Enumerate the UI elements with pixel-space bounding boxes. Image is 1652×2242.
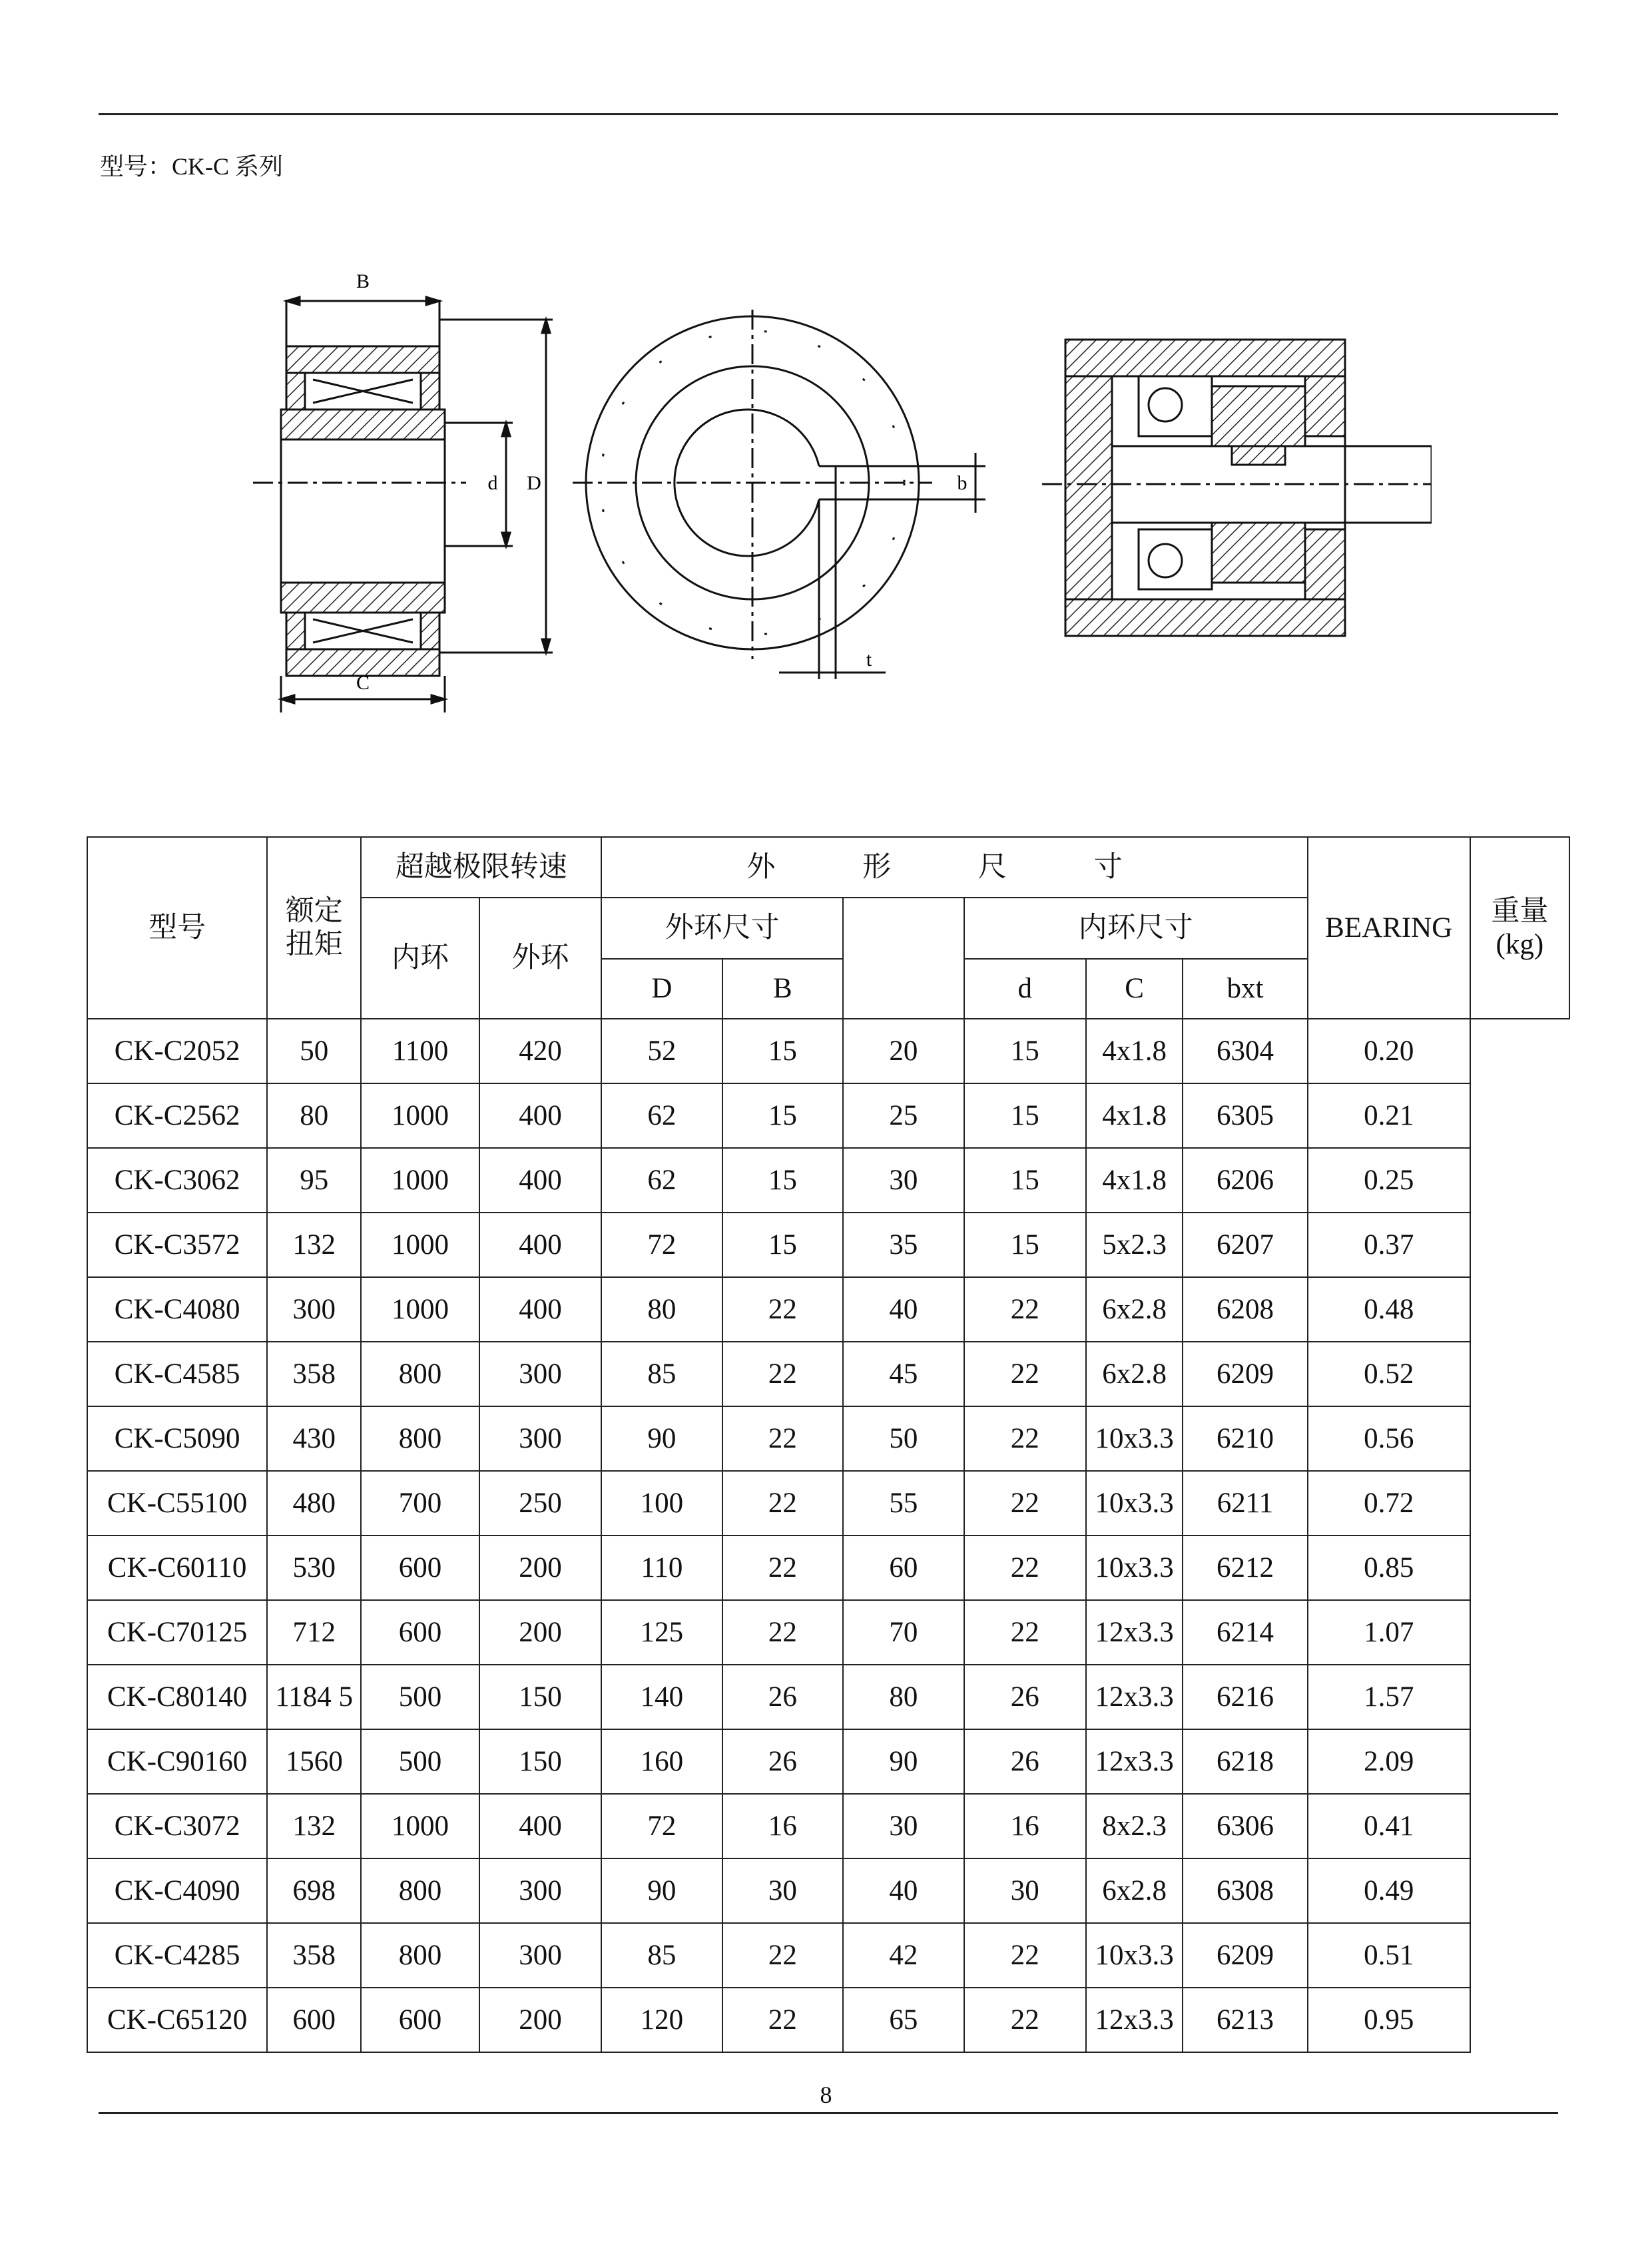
- cell-bxt: 4x1.8: [1086, 1148, 1183, 1213]
- cell-weight: 0.51: [1308, 1923, 1470, 1988]
- cell-d: 50: [843, 1406, 964, 1471]
- cell-outer: 400: [479, 1794, 601, 1858]
- cell-weight: 0.48: [1308, 1277, 1470, 1342]
- spec-table: [87, 836, 1570, 2053]
- cell-D: 72: [601, 1794, 722, 1858]
- cell-outer: 300: [479, 1858, 601, 1923]
- cell-B: 15: [722, 1019, 843, 1083]
- cell-B: 22: [722, 1923, 843, 1988]
- cell-D: 52: [601, 1019, 722, 1083]
- cell-weight: 0.37: [1308, 1213, 1470, 1277]
- cell-model: CK-C2052: [87, 1019, 267, 1083]
- cell-bearing: 6210: [1183, 1406, 1308, 1471]
- cell-C: 15: [964, 1083, 1086, 1148]
- cell-outer: 400: [479, 1213, 601, 1277]
- cell-D: 90: [601, 1406, 722, 1471]
- cell-torque: 50: [267, 1019, 361, 1083]
- table-row: [87, 1858, 1569, 1923]
- cell-weight: 1.57: [1308, 1665, 1470, 1729]
- cell-weight: 0.95: [1308, 1988, 1470, 2052]
- footer-rule: [99, 2112, 1558, 2114]
- table-row: [87, 1600, 1569, 1665]
- cell-outer: 150: [479, 1729, 601, 1794]
- cell-weight: 0.85: [1308, 1536, 1470, 1600]
- cell-C: 16: [964, 1794, 1086, 1858]
- cell-D: 140: [601, 1665, 722, 1729]
- cell-bxt: 4x1.8: [1086, 1083, 1183, 1148]
- cell-C: 26: [964, 1729, 1086, 1794]
- label-t: t: [866, 649, 872, 671]
- cell-inner: 1000: [361, 1213, 479, 1277]
- cell-bearing: 6306: [1183, 1794, 1308, 1858]
- label-b: b: [957, 472, 967, 494]
- cell-model: CK-C4585: [87, 1342, 267, 1406]
- cell-torque: 698: [267, 1858, 361, 1923]
- cell-inner: 1100: [361, 1019, 479, 1083]
- cell-d: 35: [843, 1213, 964, 1277]
- cell-C: 22: [964, 1471, 1086, 1536]
- table-row: [87, 1213, 1569, 1277]
- cell-torque: 132: [267, 1794, 361, 1858]
- header-B: B: [722, 959, 843, 1019]
- cell-inner: 1000: [361, 1277, 479, 1342]
- cell-bxt: 10x3.3: [1086, 1406, 1183, 1471]
- cell-bearing: 6208: [1183, 1277, 1308, 1342]
- header-speed: 超越极限转速: [361, 837, 601, 898]
- cell-inner: 800: [361, 1406, 479, 1471]
- table-row: [87, 1083, 1569, 1148]
- cell-B: 22: [722, 1471, 843, 1536]
- cell-bearing: 6211: [1183, 1471, 1308, 1536]
- cell-outer: 200: [479, 1536, 601, 1600]
- cell-bxt: 10x3.3: [1086, 1536, 1183, 1600]
- cell-bxt: 6x2.8: [1086, 1277, 1183, 1342]
- table-row: [87, 1729, 1569, 1794]
- cell-torque: 80: [267, 1083, 361, 1148]
- table-row: [87, 1988, 1569, 2052]
- cell-D: 120: [601, 1988, 722, 2052]
- cell-outer: 420: [479, 1019, 601, 1083]
- table-row: [87, 1019, 1569, 1083]
- cell-d: 55: [843, 1471, 964, 1536]
- cell-model: CK-C3072: [87, 1794, 267, 1858]
- table-row: [87, 1148, 1569, 1213]
- cell-d: 25: [843, 1083, 964, 1148]
- cell-torque: 300: [267, 1277, 361, 1342]
- page-number: 8: [820, 2082, 832, 2108]
- cell-torque: 1184 5: [267, 1665, 361, 1729]
- cell-bearing: 6216: [1183, 1665, 1308, 1729]
- cell-model: CK-C3062: [87, 1148, 267, 1213]
- cell-weight: 1.07: [1308, 1600, 1470, 1665]
- cell-bxt: 12x3.3: [1086, 1988, 1183, 2052]
- table-row: [87, 1923, 1569, 1988]
- label-D: D: [527, 472, 541, 494]
- cell-torque: 358: [267, 1923, 361, 1988]
- cell-torque: 480: [267, 1471, 361, 1536]
- label-d: d: [487, 472, 498, 494]
- cell-D: 90: [601, 1858, 722, 1923]
- cell-torque: 358: [267, 1342, 361, 1406]
- header-model: 型号: [87, 837, 267, 1019]
- cell-inner: 800: [361, 1342, 479, 1406]
- cell-B: 22: [722, 1988, 843, 2052]
- cell-bearing: 6213: [1183, 1988, 1308, 2052]
- cell-weight: 0.49: [1308, 1858, 1470, 1923]
- cell-bxt: 5x2.3: [1086, 1213, 1183, 1277]
- cell-C: 30: [964, 1858, 1086, 1923]
- cell-d: 30: [843, 1148, 964, 1213]
- cell-C: 22: [964, 1600, 1086, 1665]
- header-torque: 额定扭矩: [267, 837, 361, 1019]
- cell-bxt: 12x3.3: [1086, 1600, 1183, 1665]
- cell-outer: 400: [479, 1148, 601, 1213]
- cell-bearing: 6308: [1183, 1858, 1308, 1923]
- cell-bearing: 6206: [1183, 1148, 1308, 1213]
- cell-model: CK-C4090: [87, 1858, 267, 1923]
- page-title: 型号：CK-C 系列: [100, 153, 284, 180]
- cell-C: 22: [964, 1342, 1086, 1406]
- cell-weight: 0.52: [1308, 1342, 1470, 1406]
- cell-torque: 95: [267, 1148, 361, 1213]
- cell-outer: 300: [479, 1342, 601, 1406]
- table-row: [87, 1794, 1569, 1858]
- section-view: [253, 297, 553, 712]
- cell-model: CK-C70125: [87, 1600, 267, 1665]
- cell-torque: 712: [267, 1600, 361, 1665]
- label-B: B: [356, 270, 370, 292]
- cell-B: 22: [722, 1342, 843, 1406]
- cell-inner: 1000: [361, 1794, 479, 1858]
- cell-B: 22: [722, 1536, 843, 1600]
- cell-d: 80: [843, 1665, 964, 1729]
- cell-d: 65: [843, 1988, 964, 2052]
- cell-inner: 700: [361, 1471, 479, 1536]
- cell-bxt: 12x3.3: [1086, 1665, 1183, 1729]
- cell-torque: 430: [267, 1406, 361, 1471]
- cell-model: CK-C90160: [87, 1729, 267, 1794]
- table-row: [87, 1665, 1569, 1729]
- cell-model: CK-C80140: [87, 1665, 267, 1729]
- cell-inner: 1000: [361, 1083, 479, 1148]
- cell-d: 90: [843, 1729, 964, 1794]
- cell-C: 22: [964, 1536, 1086, 1600]
- cell-outer: 250: [479, 1471, 601, 1536]
- cell-outer: 300: [479, 1406, 601, 1471]
- cell-weight: 0.56: [1308, 1406, 1470, 1471]
- front-view: [573, 310, 985, 679]
- table-row: [87, 1406, 1569, 1471]
- cell-B: 26: [722, 1665, 843, 1729]
- cell-weight: 0.25: [1308, 1148, 1470, 1213]
- table-row: [87, 1342, 1569, 1406]
- cell-bearing: 6207: [1183, 1213, 1308, 1277]
- cell-model: CK-C4080: [87, 1277, 267, 1342]
- cell-C: 26: [964, 1665, 1086, 1729]
- cell-B: 22: [722, 1277, 843, 1342]
- cell-D: 85: [601, 1342, 722, 1406]
- blank-column: [843, 898, 964, 1019]
- cell-bxt: 10x3.3: [1086, 1471, 1183, 1536]
- cell-D: 110: [601, 1536, 722, 1600]
- cell-d: 40: [843, 1277, 964, 1342]
- cell-model: CK-C2562: [87, 1083, 267, 1148]
- cell-d: 45: [843, 1342, 964, 1406]
- cell-weight: 2.09: [1308, 1729, 1470, 1794]
- header-outer-dims: 外环尺寸: [601, 898, 843, 959]
- cell-bxt: 6x2.8: [1086, 1342, 1183, 1406]
- cell-weight: 0.41: [1308, 1794, 1470, 1858]
- cell-weight: 0.72: [1308, 1471, 1470, 1536]
- cell-d: 40: [843, 1858, 964, 1923]
- cell-C: 22: [964, 1277, 1086, 1342]
- cell-torque: 600: [267, 1988, 361, 2052]
- cell-D: 72: [601, 1213, 722, 1277]
- cell-bearing: 6209: [1183, 1342, 1308, 1406]
- cell-torque: 1560: [267, 1729, 361, 1794]
- cell-outer: 400: [479, 1083, 601, 1148]
- cell-C: 15: [964, 1213, 1086, 1277]
- cell-outer: 200: [479, 1600, 601, 1665]
- header-speed-inner: 内环: [361, 898, 479, 1019]
- cell-B: 22: [722, 1600, 843, 1665]
- cell-inner: 800: [361, 1858, 479, 1923]
- header-d: d: [964, 959, 1086, 1019]
- cell-D: 62: [601, 1148, 722, 1213]
- header-bearing: BEARING: [1308, 837, 1470, 1019]
- cell-d: 42: [843, 1923, 964, 1988]
- header-speed-outer: 外环: [479, 898, 601, 1019]
- cell-model: CK-C4285: [87, 1923, 267, 1988]
- cell-weight: 0.20: [1308, 1019, 1470, 1083]
- cell-D: 160: [601, 1729, 722, 1794]
- header-dims: 外 形 尺 寸: [601, 837, 1308, 898]
- header-row-1: [87, 837, 1569, 898]
- table-row: [87, 1536, 1569, 1600]
- cell-bearing: 6214: [1183, 1600, 1308, 1665]
- cell-inner: 600: [361, 1600, 479, 1665]
- cell-B: 16: [722, 1794, 843, 1858]
- cell-bearing: 6304: [1183, 1019, 1308, 1083]
- cell-C: 22: [964, 1923, 1086, 1988]
- cell-D: 62: [601, 1083, 722, 1148]
- cell-d: 70: [843, 1600, 964, 1665]
- cell-bxt: 12x3.3: [1086, 1729, 1183, 1794]
- cell-D: 100: [601, 1471, 722, 1536]
- cell-d: 20: [843, 1019, 964, 1083]
- cell-C: 22: [964, 1406, 1086, 1471]
- cell-inner: 1000: [361, 1148, 479, 1213]
- cell-outer: 200: [479, 1988, 601, 2052]
- cell-D: 125: [601, 1600, 722, 1665]
- cell-d: 30: [843, 1794, 964, 1858]
- cell-C: 15: [964, 1148, 1086, 1213]
- technical-diagram: [246, 253, 1432, 719]
- table-row: [87, 1471, 1569, 1536]
- cell-B: 26: [722, 1729, 843, 1794]
- cell-outer: 300: [479, 1923, 601, 1988]
- cell-inner: 600: [361, 1536, 479, 1600]
- cell-outer: 400: [479, 1277, 601, 1342]
- cell-B: 22: [722, 1406, 843, 1471]
- cell-inner: 500: [361, 1729, 479, 1794]
- mounting-view: [1042, 340, 1432, 636]
- cell-model: CK-C5090: [87, 1406, 267, 1471]
- cell-B: 15: [722, 1083, 843, 1148]
- cell-B: 15: [722, 1213, 843, 1277]
- cell-weight: 0.21: [1308, 1083, 1470, 1148]
- cell-inner: 500: [361, 1665, 479, 1729]
- cell-inner: 800: [361, 1923, 479, 1988]
- cell-bxt: 10x3.3: [1086, 1923, 1183, 1988]
- cell-model: CK-C3572: [87, 1213, 267, 1277]
- cell-bearing: 6209: [1183, 1923, 1308, 1988]
- cell-D: 85: [601, 1923, 722, 1988]
- cell-bearing: 6218: [1183, 1729, 1308, 1794]
- cell-model: CK-C55100: [87, 1471, 267, 1536]
- header-bxt: bxt: [1183, 959, 1308, 1019]
- cell-torque: 132: [267, 1213, 361, 1277]
- cell-bxt: 8x2.3: [1086, 1794, 1183, 1858]
- label-C: C: [356, 672, 370, 694]
- cell-torque: 530: [267, 1536, 361, 1600]
- cell-model: CK-C65120: [87, 1988, 267, 2052]
- cell-outer: 150: [479, 1665, 601, 1729]
- cell-C: 15: [964, 1019, 1086, 1083]
- cell-bxt: 4x1.8: [1086, 1019, 1183, 1083]
- header-C: C: [1086, 959, 1183, 1019]
- cell-B: 30: [722, 1858, 843, 1923]
- cell-model: CK-C60110: [87, 1536, 267, 1600]
- header-D: D: [601, 959, 722, 1019]
- cell-bxt: 6x2.8: [1086, 1858, 1183, 1923]
- cell-C: 22: [964, 1988, 1086, 2052]
- header-rule: [99, 113, 1558, 115]
- header-weight: 重量(kg): [1470, 837, 1569, 1019]
- cell-bearing: 6305: [1183, 1083, 1308, 1148]
- header-inner-dims: 内环尺寸: [964, 898, 1308, 959]
- cell-B: 15: [722, 1148, 843, 1213]
- cell-D: 80: [601, 1277, 722, 1342]
- cell-bearing: 6212: [1183, 1536, 1308, 1600]
- cell-d: 60: [843, 1536, 964, 1600]
- table-row: [87, 1277, 1569, 1342]
- cell-inner: 600: [361, 1988, 479, 2052]
